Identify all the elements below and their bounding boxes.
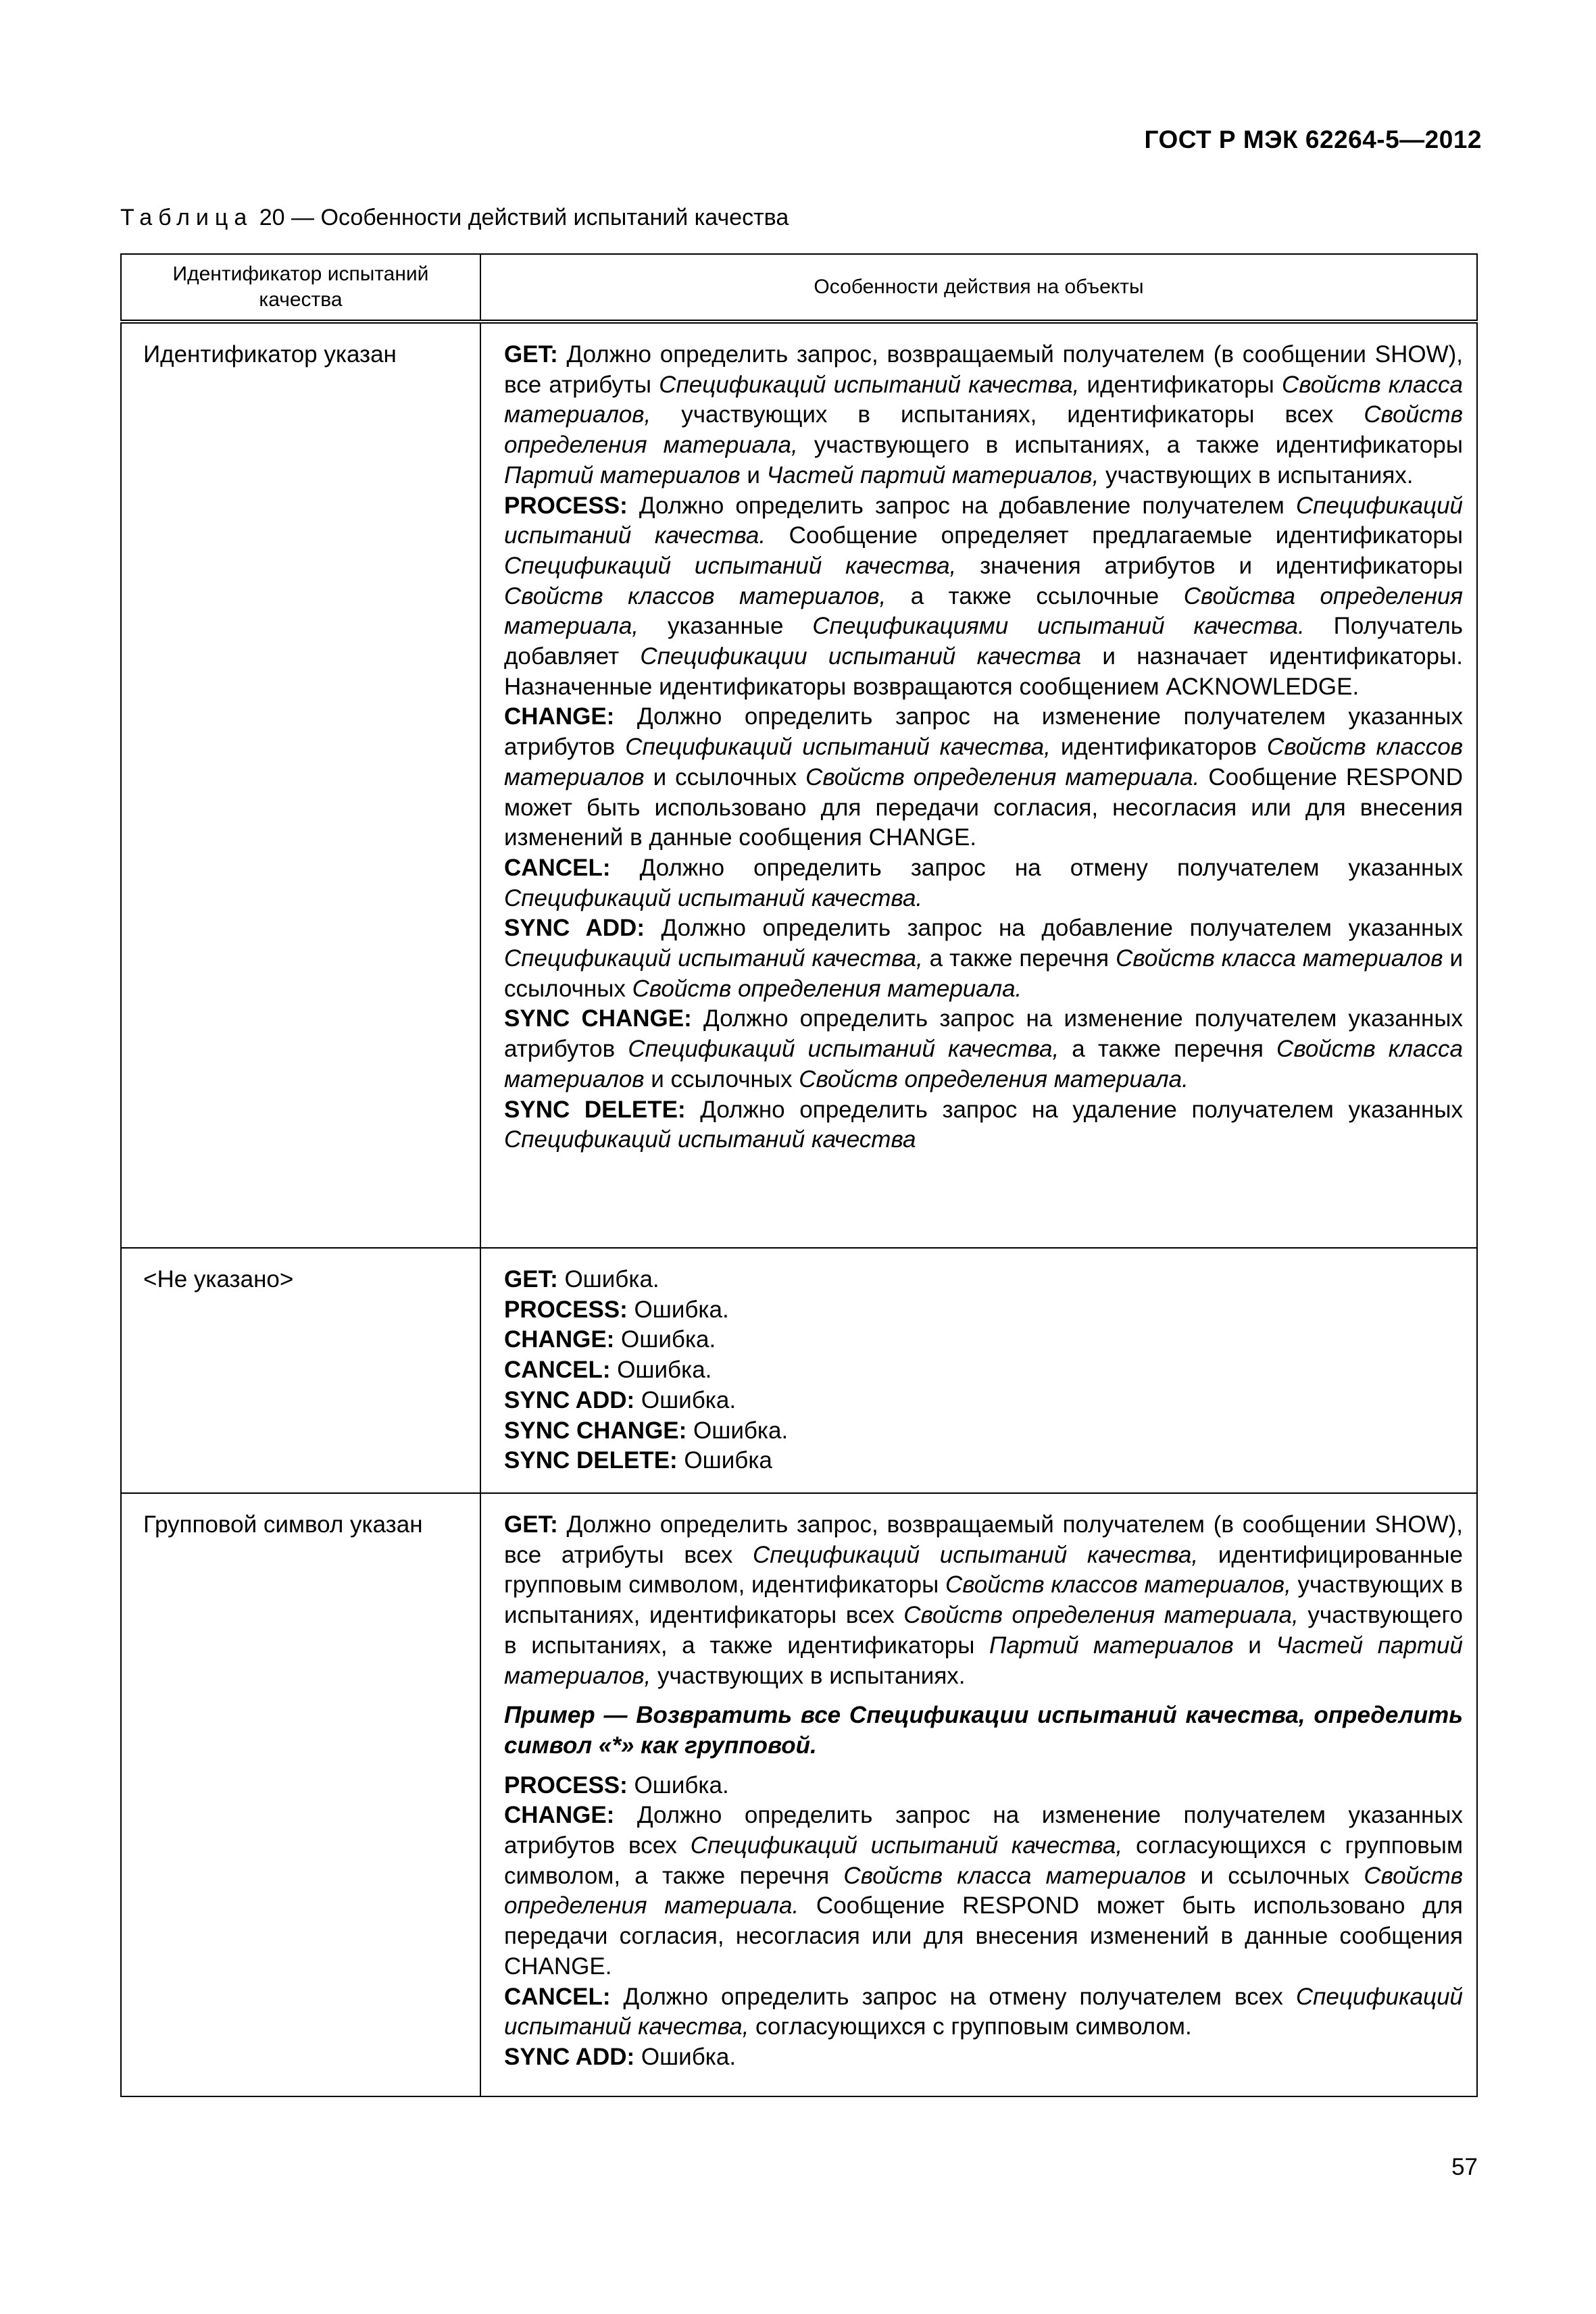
action-entry-sync-add: SYNC ADD: Ошибка.: [504, 2043, 737, 2070]
action-entry-change: CHANGE: Должно определить запрос на изменение получателем указанных атрибутов Спецификаций испытаний качества, идентификаторов Свойств классов материалов и ссылочных Свойств определения материала. Сообщение RESPOND может быть использовано для передачи согласия, несогласия или для внесения изменений в данные сообщения CHANGE.: [504, 703, 1463, 851]
action-entry-change: CHANGE: Должно определить запрос на изменение получателем указанных атрибутов всех Спецификаций испытаний качества, согласующихся с групповым символом, а также перечня Свойств класса материалов и ссылочных Свойств определения материала. Сообщение RESPOND может быть использовано для передачи согласия, несогласия или для внесения изменений в данные сообщения CHANGE.: [504, 1802, 1464, 1980]
table-caption-title: — Особенности действий испытаний качества: [291, 205, 789, 230]
row-description-cell: [480, 1493, 1477, 2096]
action-entry-change: CHANGE: Ошибка.: [504, 1326, 716, 1353]
action-entry-cancel: CANCEL: Ошибка.: [504, 1357, 712, 1384]
action-entry-sync-delete: SYNC DELETE: Должно определить запрос на удаление получателем указанных Спецификаций испытаний качества: [504, 1096, 1463, 1153]
row-identifier-cell: Идентификатор указан: [121, 322, 480, 1248]
action-entry-get: GET: Должно определить запрос, возвращаемый получателем (в сообщении SHOW), все атрибуты всех Спецификаций испытаний качества, идентифицированные групповым символом, идентификаторы Свойств классов материалов, участвующих в испытаниях, идентификаторы всех Свойств определения материала, участвующего в испытаниях, а также идентификаторы Партий материалов и Частей партий материалов, участвующих в испытаниях.: [504, 1511, 1463, 1689]
table-caption-number: 20: [259, 205, 285, 230]
action-entry-process: PROCESS: Должно определить запрос на добавление получателем Спецификаций испытаний качества. Сообщение определяет предлагаемые идентификаторы Спецификаций испытаний качества, значения атрибутов и идентификаторы Свойств классов материалов, а также ссылочные Свойства определения материала, указанные Спецификациями испытаний качества. Получатель добавляет Спецификации испытаний качества и назначает идентификаторы. Назначенные идентификаторы возвращаются сообщением ACKNOWLEDGE.: [504, 492, 1464, 700]
column-header-action-features: Особенности действия на объекты: [480, 254, 1477, 322]
row-identifier-cell: <Не указано>: [121, 1248, 480, 1493]
action-entry-sync-add: SYNC ADD: Должно определить запрос на добавление получателем указанных Спецификаций испытаний качества, а также перечня Свойств класса материалов и ссылочных Свойств определения материала.: [504, 915, 1464, 1002]
example-note: Пример — Возвратить все Спецификации испытаний качества, определить символ «*» как групповой.: [504, 1702, 1463, 1759]
action-entry-get: GET: Должно определить запрос, возвращаемый получателем (в сообщении SHOW), все атрибуты Спецификаций испытаний качества, идентификаторы Свойств класса материалов, участвующих в испытаниях, идентификаторы всех Свойств определения материала, участвующего в испытаниях, а также идентификаторы Партий материалов и Частей партий материалов, участвующих в испытаниях.: [504, 341, 1463, 488]
action-entry-get: GET: Ошибка.: [504, 1266, 659, 1292]
action-entry-sync-change: SYNC CHANGE: Должно определить запрос на изменение получателем указанных атрибутов Спецификаций испытаний качества, а также перечня Свойств класса материалов и ссылочных Свойств определения материала.: [504, 1005, 1463, 1092]
document-code-header: ГОСТ Р МЭК 62264-5—2012: [1144, 126, 1482, 153]
table-row: [121, 322, 1477, 1248]
row-identifier-cell: Групповой символ указан: [121, 1493, 480, 2096]
column-header-identifier: Идентификатор испытаний качества: [121, 254, 480, 322]
action-entry-cancel: CANCEL: Должно определить запрос на отмену получателем указанных Спецификаций испытаний качества.: [504, 854, 1463, 911]
action-entry-process: PROCESS: Ошибка.: [504, 1296, 729, 1323]
table-caption-label: Таблица: [120, 205, 253, 230]
action-entry-sync-add: SYNC ADD: Ошибка.: [504, 1386, 737, 1413]
row-description-cell: [480, 322, 1477, 1248]
table-header-row: [121, 254, 1477, 322]
page-number: 57: [1451, 2154, 1478, 2180]
action-entry-cancel: CANCEL: Должно определить запрос на отмену получателем всех Спецификаций испытаний качества, согласующихся с групповым символом.: [504, 1983, 1463, 2040]
quality-test-actions-table: [120, 253, 1478, 2097]
action-entry-sync-delete: SYNC DELETE: Ошибка: [504, 1447, 772, 1474]
table-row: [121, 1493, 1477, 2096]
table-caption: [120, 205, 789, 231]
action-entry-sync-change: SYNC CHANGE: Ошибка.: [504, 1417, 789, 1444]
row-description-cell: [480, 1248, 1477, 1493]
table-row: [121, 1248, 1477, 1493]
action-entry-process: PROCESS: Ошибка.: [504, 1771, 729, 1799]
